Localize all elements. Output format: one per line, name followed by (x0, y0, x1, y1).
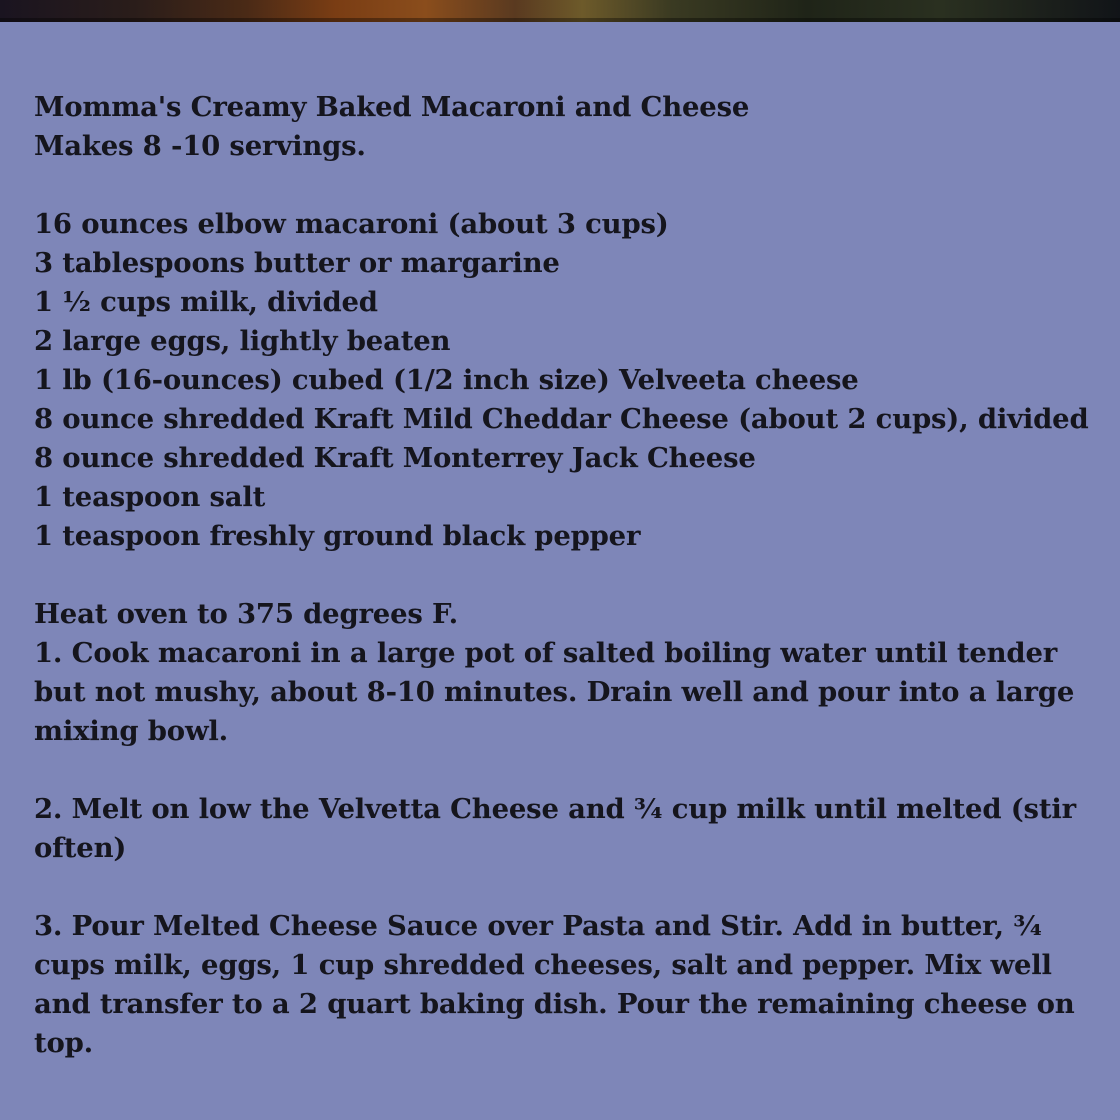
step-line: 3. Pour Melted Cheese Sauce over Pasta and Stir. Add in butter, ¾ (34, 910, 1042, 942)
step-line: and transfer to a 2 quart baking dish. Pour the remaining cheese on (34, 988, 1075, 1020)
spacer (34, 166, 1109, 205)
ingredient-item: 1 lb (16-ounces) cubed (1/2 inch size) Velveeta cheese (34, 364, 859, 396)
ingredient-item: 2 large eggs, lightly beaten (34, 325, 451, 357)
spacer (34, 556, 1109, 595)
step-line: 1. Cook macaroni in a large pot of salted boiling water until tender (34, 637, 1058, 669)
preheat-instruction: Heat oven to 375 degrees F. (34, 598, 458, 630)
ingredient-item: 8 ounce shredded Kraft Monterrey Jack Cheese (34, 442, 756, 474)
ingredient-item: 8 ounce shredded Kraft Mild Cheddar Cheese (about 2 cups), divided (34, 403, 1089, 435)
spacer (34, 868, 1109, 907)
step-line: 2. Melt on low the Velvetta Cheese and ¾ cup milk until melted (stir (34, 793, 1076, 825)
step-line: top. (34, 1027, 94, 1059)
recipe-title: Momma's Creamy Baked Macaroni and Cheese (34, 91, 750, 123)
ingredient-item: 3 tablespoons butter or margarine (34, 247, 560, 279)
step-1 (34, 634, 1109, 751)
ingredient-list (34, 205, 1109, 556)
ingredient-item: 1 ½ cups milk, divided (34, 286, 378, 318)
ingredient-item: 1 teaspoon freshly ground black pepper (34, 520, 641, 552)
recipe-card (0, 22, 1120, 1120)
spacer (34, 751, 1109, 790)
ingredient-item: 16 ounces elbow macaroni (about 3 cups) (34, 208, 669, 240)
recipe-text (34, 88, 1109, 1063)
step-3 (34, 907, 1109, 1063)
ingredient-item: 1 teaspoon salt (34, 481, 266, 513)
step-line: often) (34, 832, 127, 864)
recipe-servings: Makes 8 -10 servings. (34, 130, 366, 162)
food-photo-strip (0, 0, 1120, 22)
step-line: mixing bowl. (34, 715, 229, 747)
step-line: cups milk, eggs, 1 cup shredded cheeses, salt and pepper. Mix well (34, 949, 1052, 981)
step-2 (34, 790, 1109, 868)
step-line: but not mushy, about 8-10 minutes. Drain well and pour into a large (34, 676, 1075, 708)
